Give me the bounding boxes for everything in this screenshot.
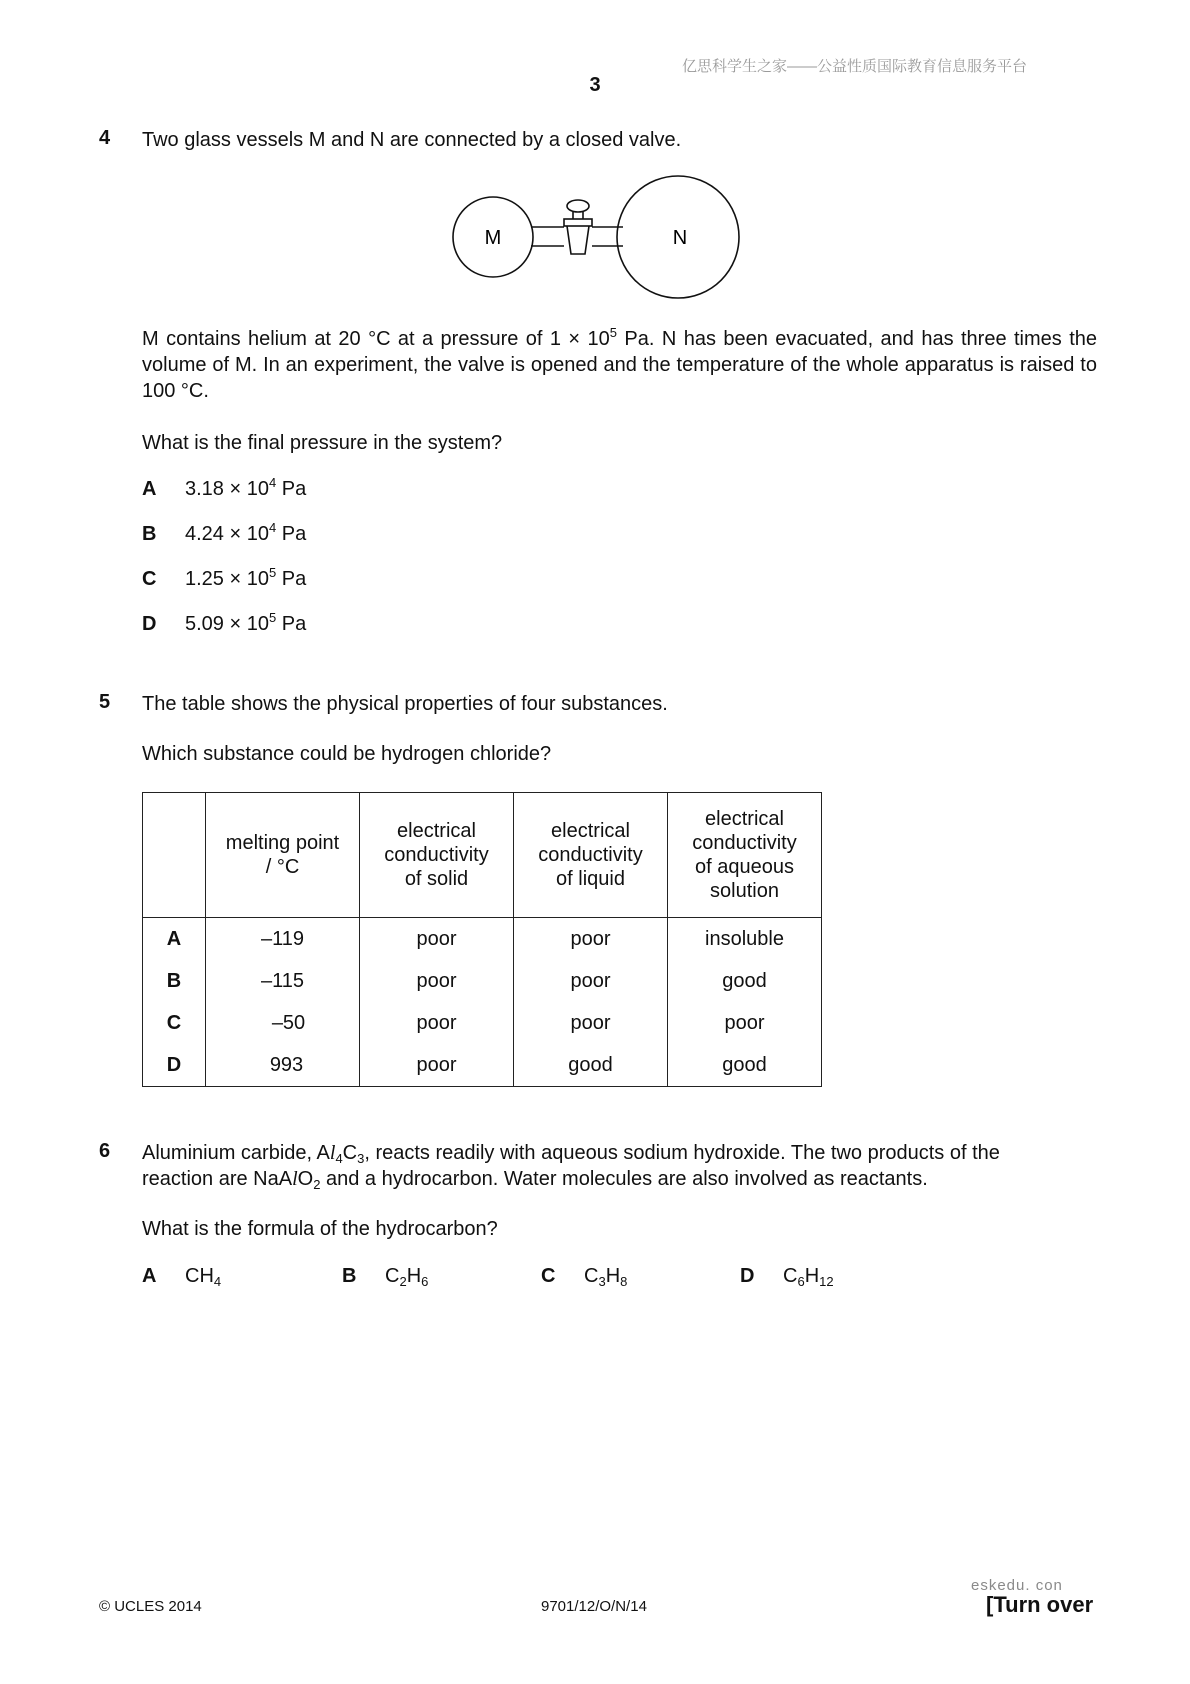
valve-icon [564,200,592,254]
table-row: C –50 poor poor poor [143,1002,822,1044]
question-6-line-2: reaction are NaAlO$_2$ and a hydrocarbon. Water molecules are also involved as reactants. [142,1168,928,1192]
question-4-number: 4 [99,127,111,149]
question-6-number: 6 [99,1140,111,1162]
footer-watermark: eskedu. con [971,1577,1063,1594]
table-header-row [143,793,822,918]
table-row: D 993 poor good good [143,1044,822,1087]
question-6-question: What is the formula of the hydrocarbon? [142,1218,498,1240]
question-6-option-a: A $CH_4$ [142,1265,222,1289]
question-5-number: 5 [99,691,111,713]
page-number: 3 [589,74,601,96]
question-4-body: M contains helium at 20 °C at a pressure of $1 \times 10^5$ Pa. N has been evacuated, and has three times the volume of M. In an experiment, the valve is opened and the temperature of the whole apparatus is raised to 100 °C. [142,325,1097,402]
table-header-melting-point: melting point / °C [206,793,360,918]
vessels-diagram [440,170,750,308]
question-6-line-1: Aluminium carbide, $Al_4C_3$, reacts readily with aqueous sodium hydroxide. The two products of the [142,1142,1000,1166]
question-4-option-b: B $4.24 \times 10^4$ Pa [142,520,307,545]
question-5-question: Which substance could be hydrogen chloride? [142,743,552,765]
table-header-conductivity-aqueous: electrical conductivity of aqueous solution [668,793,822,918]
question-4-option-d: D $5.09 \times 10^5$ Pa [142,610,307,635]
header-watermark: 亿思科学生之家——公益性质国际教育信息服务平台 [682,58,1028,75]
vessel-n-label: N [672,227,688,249]
properties-table [142,792,822,1087]
table-row: A –119 poor poor insoluble [143,918,822,961]
table-row: B –115 poor poor good [143,960,822,1002]
footer-paper-code: 9701/12/O/N/14 [541,1598,647,1615]
question-6-option-b: B $C_2H_6$ [342,1265,429,1289]
question-4-intro: Two glass vessels M and N are connected by a closed valve. [142,129,682,151]
table-header-blank [143,793,206,918]
question-6-option-c: C $C_3H_8$ [541,1265,628,1289]
question-4-option-a: A $3.18 \times 10^4$ Pa [142,475,307,500]
question-4-question: What is the final pressure in the system? [142,432,503,454]
table-header-conductivity-liquid: electrical conductivity of liquid [514,793,668,918]
footer-turn-over: [Turn over [986,1592,1094,1617]
question-5-intro: The table shows the physical properties of four substances. [142,693,668,715]
question-6-option-d: D $C_6H_{12}$ [740,1265,834,1289]
footer-copyright: © UCLES 2014 [99,1598,202,1615]
table-header-conductivity-solid: electrical conductivity of solid [360,793,514,918]
vessel-m-label: M [484,227,502,249]
question-4-option-c: C $1.25 \times 10^5$ Pa [142,565,307,590]
